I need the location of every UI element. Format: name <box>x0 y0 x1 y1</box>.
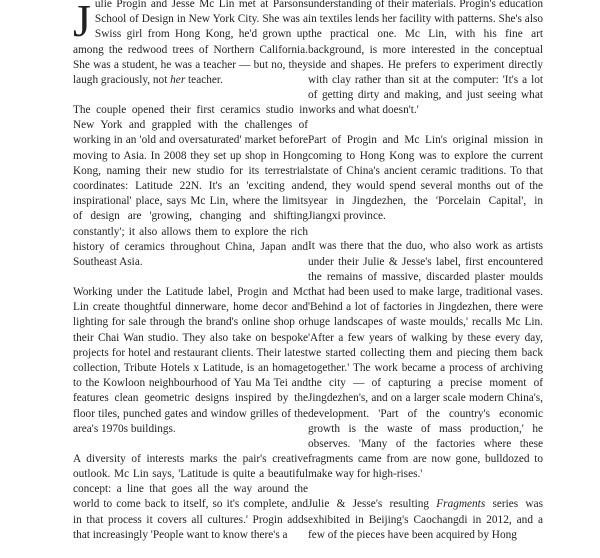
article-paragraph: It was there that the duo, who also work as artists under their Julie & Jesse's label, first encountered the remains of massive, discarded plaster moulds that had been used to make large, traditional vases. 'Behind a lot of factories in Jingdezhen, there were huge landscapes of waste moulds,' recalls Mc Lin. 'After a few years of walking by these every day, we started collecting them and piecing them back together.' The work became a process of archiving the city — of capturing a precise moment of Jingdezhen's, and on a larger scale modern China's, development. 'Part of the country's economic growth is the waste of mass production,' he observes. 'Many of the factories where these fragments came from are now gone, bulldozed to make way for high-rises.' <box>308 240 543 481</box>
paragraph-text: teacher. <box>185 74 223 87</box>
paragraph-text: ulie Progin and Jesse Mc Lin met at Parsons School of Design in New York City. She was a Swiss girl from Hong Kong, he'd grown up among the redwood trees of Northern California. She was a student, he was a teacher — but no, they laugh graciously, not <box>73 0 308 87</box>
series-title: Fragments <box>436 498 486 511</box>
paragraph-text: series was exhibited in Beijing's Caochangdi in 2012, and a few of the pieces have been acquired by Hong <box>308 498 543 541</box>
article-paragraph <box>308 497 543 543</box>
paragraph-text: Julie & Jesse's resulting <box>308 498 437 511</box>
article-paragraph: Part of Progin and Mc Lin's original mission in coming to Hong Kong was to explore the current state of China's ancient ceramic traditions. To that end, they would spend several months out of the year in Jingdezhen, the 'Porcelain Capital', in Jiangxi province. <box>308 134 543 223</box>
article-paragraph: understanding of their materials. Progin's education in textiles lends her facility with patterns. She's also the practical one. Mc Lin, with his fine art background, is more interested in the conceptual side and shapes. He prefers to experiment directly with clay rather than sit at the computer: 'It's a lot of getting dirty and making, and just seeing what works and what doesn't.' <box>308 0 543 117</box>
article-paragraph: A diversity of interests marks the pair's creative outlook. Mc Lin says, 'Latitude is quite a beautiful concept: a line that goes all the way around the world to come back to itself, so it's complete, and in that process it covers all cultures.' Progin adds that increasingly 'People want to know there's a <box>73 452 308 541</box>
article-paragraph <box>73 0 308 88</box>
emphasis-text: her <box>170 74 186 87</box>
article-column-left <box>73 0 308 558</box>
drop-cap: J <box>73 0 91 46</box>
article-paragraph: The couple opened their first ceramics studio in New York and grappled with the challenges of working in an 'old and oversaturated' market before moving to Asia. In 2008 they set up shop in Hong Kong, naming their new studio for its terrestrial coordinates: Latitude 22N. It's an 'exciting and inspirational' place, says Mc Lin, where the limits of design are 'growing, changing and shifting constantly'; it also allows them to explore the rich history of ceramics throughout China, Japan and Southeast Asia. <box>73 104 308 269</box>
article-column-right <box>308 0 543 558</box>
article-paragraph: Working under the Latitude label, Progin and Mc Lin create thoughtful dinnerware, home decor and lighting for sale through the brand's online shop or their Chai Wan studio. They also take on bespoke projects for hotel and restaurant clients. Their latest collection, Tribute Hotels x Latitude, is an homage to the Kowloon neighbourhood of Yau Ma Tei and features clean geometric designs inspired by the floor tiles, punched gates and window grilles of the area's 1970s buildings. <box>73 286 308 435</box>
